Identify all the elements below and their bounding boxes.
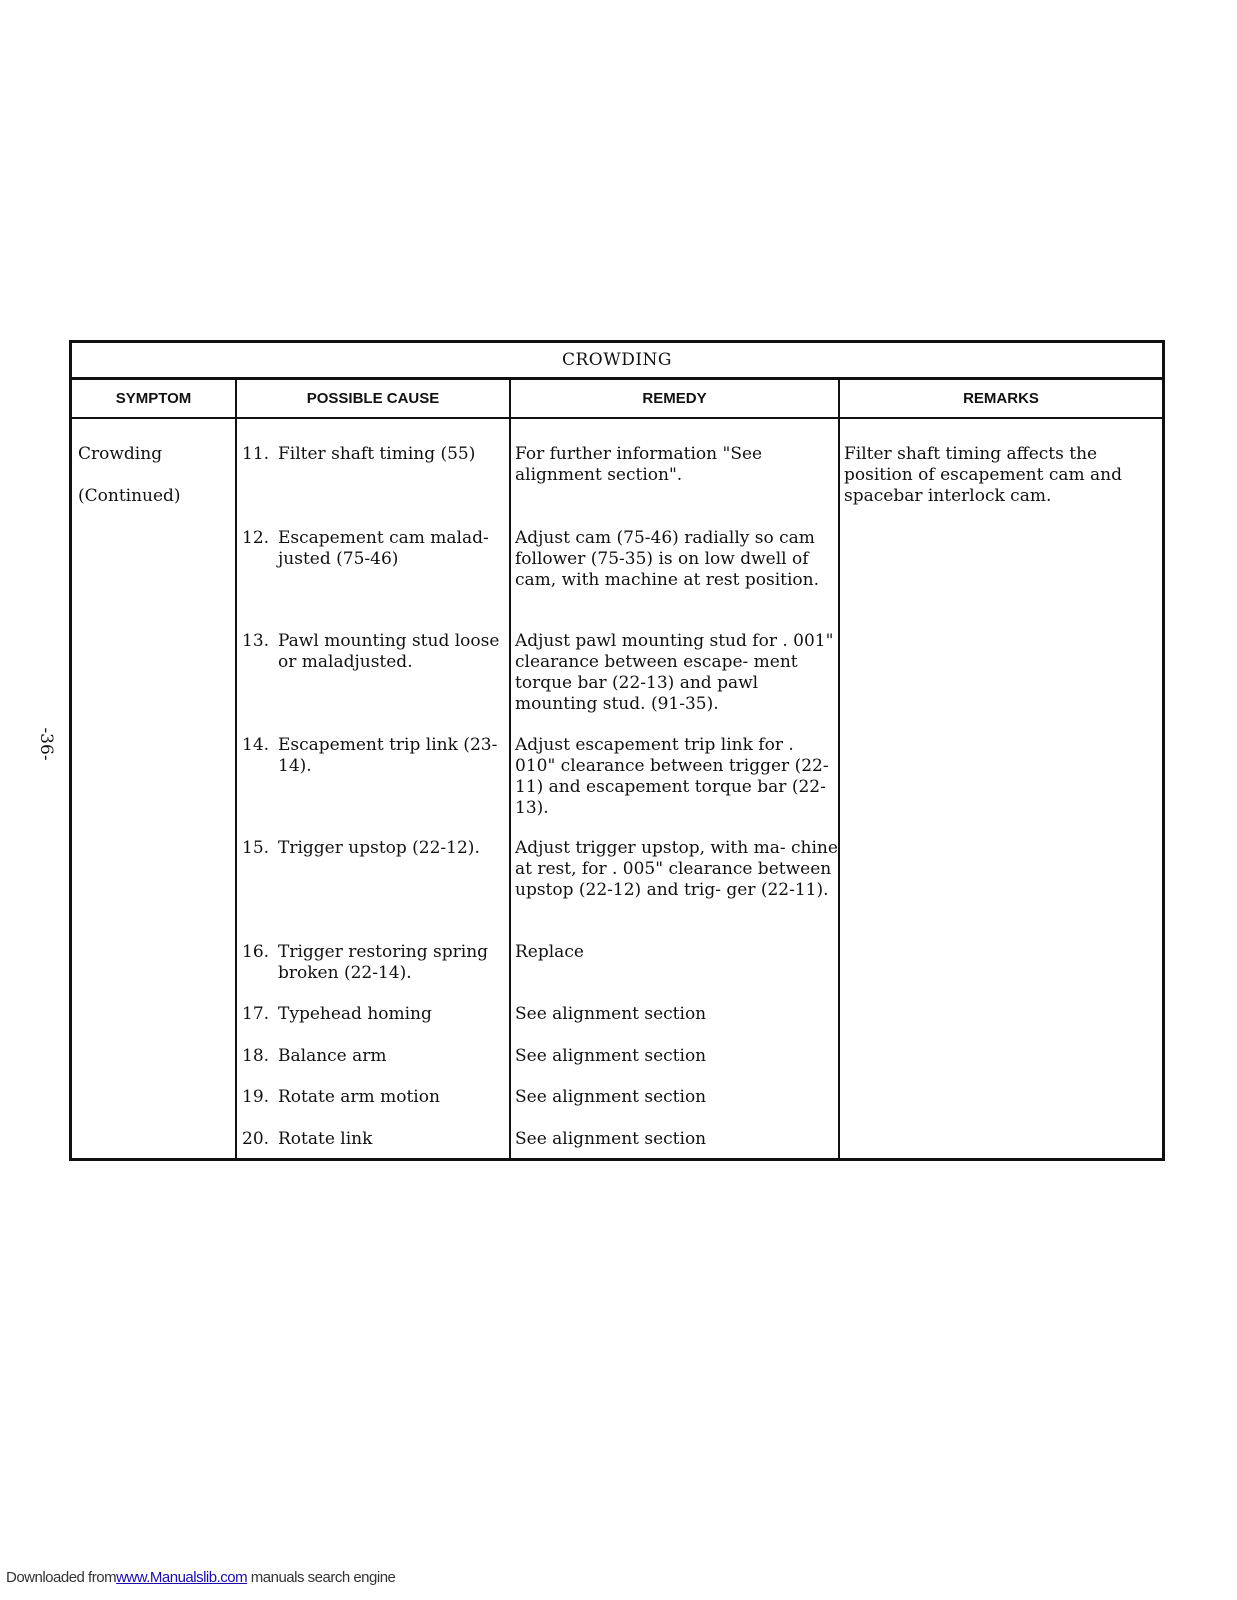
page-number: -36- <box>36 727 56 761</box>
manualslib-link[interactable]: www.Manualslib.com <box>116 1569 248 1586</box>
cause-text: Balance arm <box>278 1046 387 1066</box>
header-possible-cause: POSSIBLE CAUSE <box>306 390 440 407</box>
cause-number: 17. <box>242 1004 270 1024</box>
cause-text: Filter shaft timing (55) <box>278 444 476 464</box>
cause-text: Pawl mounting stud loose or maladjusted. <box>278 631 500 672</box>
remedy-text: See alignment section <box>515 1046 707 1066</box>
cause-text: Typehead homing <box>278 1004 432 1024</box>
symptom-cell <box>78 444 228 528</box>
header-remedy: REMEDY <box>642 390 707 407</box>
remedy-text: Adjust trigger upstop, with ma- chine at rest, for . 005" clearance between upstop (22-12) and trig- ger (22-11). <box>515 838 838 900</box>
cause-number: 13. <box>242 631 270 651</box>
footer-prefix: Downloaded from <box>6 1569 117 1586</box>
remedy-text: Adjust escapement trip link for . 010" clearance between trigger (22-11) and escapement torque bar (22-13). <box>515 735 829 818</box>
remedy-text: Adjust cam (75-46) radially so cam follower (75-35) is on low dwell of cam, with machine at rest position. <box>515 528 819 590</box>
remedy-text: For further information "See alignment section". <box>515 444 763 485</box>
column-divider <box>235 380 237 1158</box>
cause-number: 20. <box>242 1129 270 1149</box>
header-symptom: SYMPTOM <box>115 390 192 407</box>
cause-number: 12. <box>242 528 270 548</box>
cause-text: Rotate arm motion <box>278 1087 440 1107</box>
remedy-text: See alignment section <box>515 1087 707 1107</box>
cause-number: 15. <box>242 838 270 858</box>
download-footer <box>6 1569 395 1586</box>
cause-number: 16. <box>242 942 270 962</box>
cause-number: 18. <box>242 1046 270 1066</box>
cause-text: Trigger upstop (22-12). <box>278 838 480 858</box>
symptom-text: Crowding <box>78 444 163 464</box>
header-remarks: REMARKS <box>963 390 1039 407</box>
cause-text: Rotate link <box>278 1129 373 1149</box>
table-title: CROWDING <box>72 343 1162 380</box>
cause-text: Trigger restoring spring broken (22-14). <box>278 942 489 983</box>
cause-text: Escapement cam malad- justed (75-46) <box>278 528 489 569</box>
cause-text: Escapement trip link (23-14). <box>278 735 498 776</box>
remedy-text: See alignment section <box>515 1004 707 1024</box>
remarks-cell: Filter shaft timing affects the position of escapement cam and spacebar interlock cam. <box>844 444 1122 506</box>
remedy-text: Adjust pawl mounting stud for . 001" clearance between escape- ment torque bar (22-13) and pawl mounting stud. (91-35). <box>515 631 834 714</box>
remedy-text: Replace <box>515 942 584 962</box>
symptom-continued: (Continued) <box>78 486 181 506</box>
remedy-text: See alignment section <box>515 1129 707 1149</box>
troubleshooting-table <box>69 340 1165 1161</box>
cause-number: 19. <box>242 1087 270 1107</box>
cause-number: 14. <box>242 735 270 755</box>
cause-number: 11. <box>242 444 270 464</box>
footer-suffix: manuals search engine <box>247 1569 396 1586</box>
